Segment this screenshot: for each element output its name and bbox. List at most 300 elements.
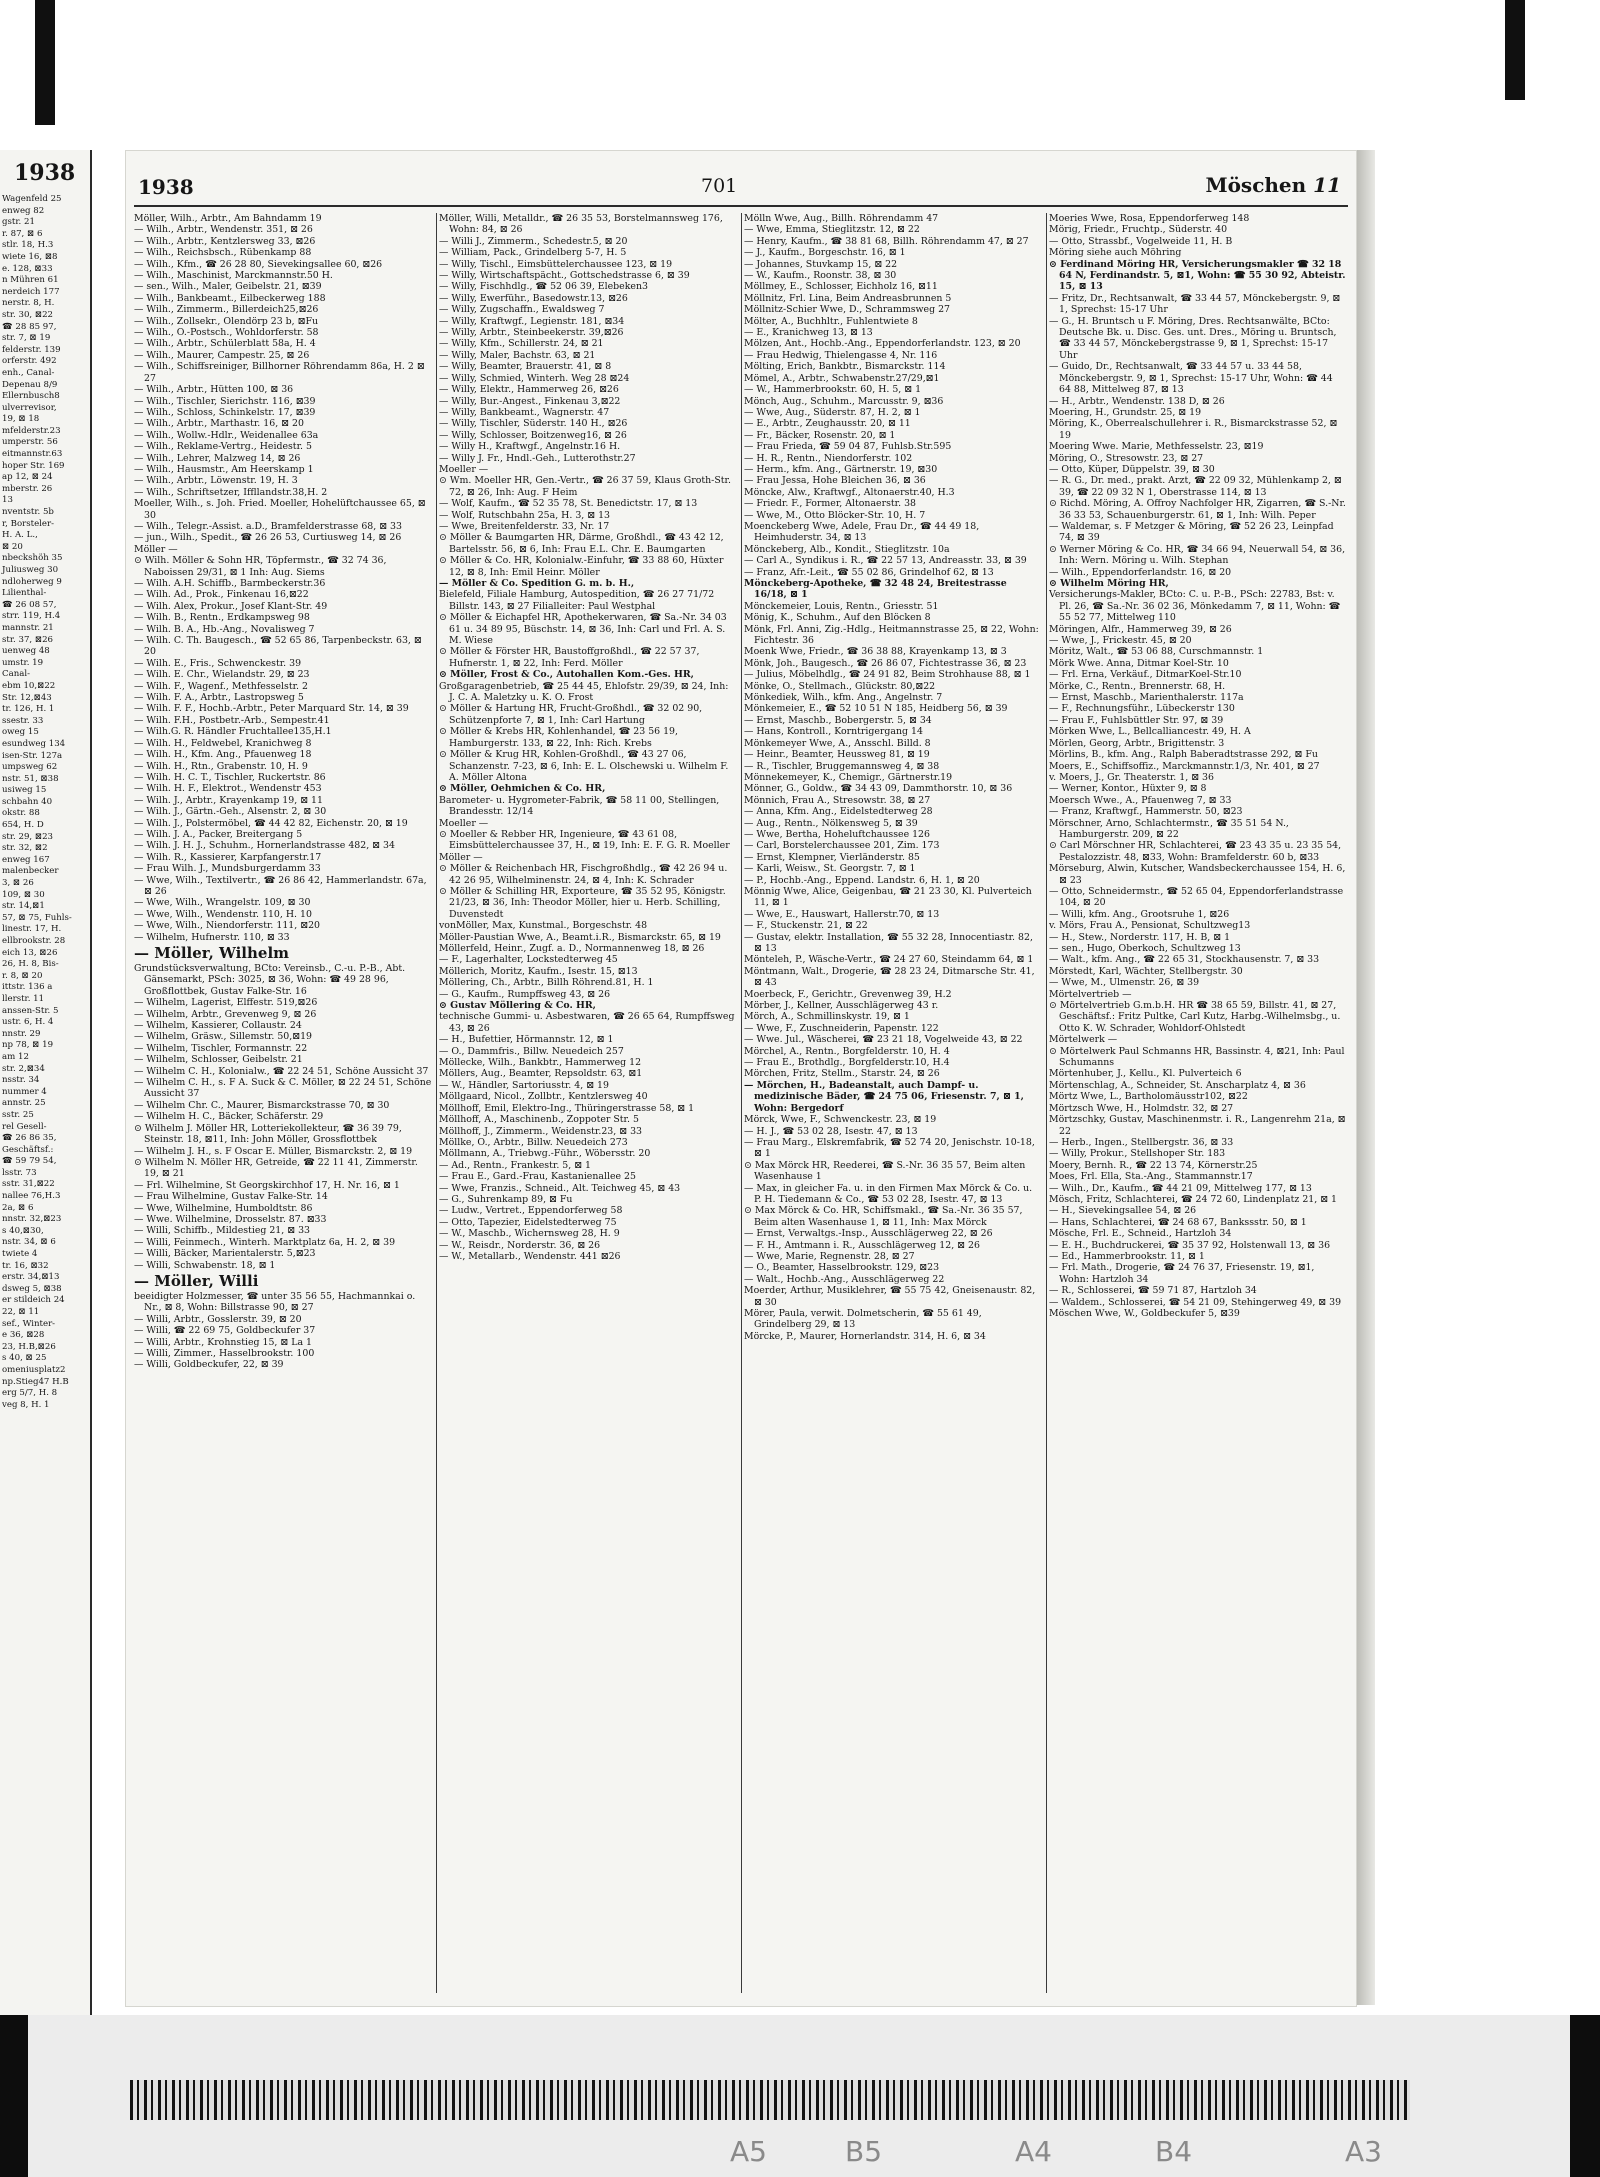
directory-entry: — Johannes, Stuvkamp 15, ⊠ 22 [744, 258, 898, 270]
directory-entry: Moering Wwe. Marie, Methfesselstr. 23, ⊠19 [1049, 441, 1264, 453]
directory-entry: Möller, Wilh., Arbtr., Am Bahndamm 19 [134, 213, 322, 224]
directory-entry: — Frau E., Gard.-Frau, Kastanienallee 25 [439, 1171, 636, 1183]
previous-page-line: tr. 126, H. 1 [2, 704, 55, 715]
previous-page-line: umpsweg 62 [2, 762, 58, 773]
column-divider [1046, 213, 1047, 1993]
directory-entry: — Wilh. H. C. T., Tischler, Ruckertstr. 86 [134, 771, 326, 783]
directory-entry: — R., Tischler, Bruggemannsweg 4, ⊠ 38 [744, 760, 940, 772]
directory-entry: — O., Beamter, Hasselbrookstr. 129, ⊠23 [744, 1262, 940, 1274]
previous-page-line: ☎ 26 86 35, [2, 1133, 57, 1144]
previous-page-line: nummer 4 [2, 1086, 47, 1097]
directory-entry: — Wilh., Hausmstr., Am Heerskamp 1 [134, 463, 314, 475]
directory-entry: — Wilhelm, Tischler, Formannstr. 22 [134, 1042, 308, 1054]
film-size-label: A5 [730, 2135, 767, 2168]
directory-column-3 [744, 213, 1042, 1993]
previous-page-line: str. 37, ⊠26 [2, 634, 54, 645]
directory-entry: ⊙ Möller & Hartung HR, Frucht-Großhdl., ☎ 32 02 90, Schützenpforte 7, ⊠ 1, Inh: Carl Hartung [439, 703, 703, 726]
directory-entry: Moenckeberg Wwe, Adele, Frau Dr., ☎ 44 49 18, Heimhuderstr. 34, ⊠ 13 [744, 520, 980, 544]
directory-entry: — Julius, Möbelhdlg., ☎ 24 91 82, Beim Strohhause 88, ⊠ 1 [744, 669, 1031, 681]
film-barcode [130, 2080, 1410, 2120]
directory-entry: — Willy, Kfm., Schillerstr. 24, ⊠ 21 [439, 338, 604, 350]
directory-entry: Moeller — [439, 463, 489, 475]
previous-page-line: omeniusplatz2 [2, 1364, 66, 1375]
directory-entry: — Anna, Kfm. Ang., Eidelstedterweg 28 [744, 806, 933, 818]
directory-entry: — Herm., kfm. Ang., Gärtnerstr. 19, ⊠30 [744, 463, 938, 475]
directory-entry: — Wilhelm H. C., Bäcker, Schäferstr. 29 [134, 1111, 324, 1123]
directory-entry: — Ernst, Verwaltgs.-Insp., Ausschlägerweg 22, ⊠ 26 [744, 1228, 993, 1240]
previous-page-line: mfelderstr.23 [2, 425, 61, 436]
directory-entry: — Walt., kfm. Ang., ☎ 22 65 31, Stockhausenstr. 7, ⊠ 33 [1049, 954, 1320, 966]
directory-entry: — Fritz, Dr., Rechtsanwalt, ☎ 33 44 57, Mönckebergstr. 9, ⊠ 1, Sprechst: 15-17 Uhr [1049, 292, 1341, 316]
directory-entry: — Frl. Wilhelmine, St Georgskirchhof 17, H. Nr. 16, ⊠ 1 [134, 1179, 400, 1191]
directory-entry: vonMöller, Max, Kunstmal., Borgeschstr. 48 [439, 920, 648, 932]
directory-entry: — Henry, Kaufm., ☎ 38 81 68, Billh. Röhrendamm 47, ⊠ 27 [744, 235, 1029, 247]
directory-entry: — Wilh.G. R. Händler Fruchtallee135,H.1 [134, 726, 332, 738]
directory-entry: Möllgaard, Nicol., Zollbtr., Kentzlersweg 40 [439, 1091, 648, 1103]
heading-entry: — Möller, Wilhelm [134, 944, 290, 962]
directory-entry: — Wilhelm J. H., s. F Oscar E. Müller, Bismarckstr. 2, ⊠ 19 [134, 1145, 413, 1157]
directory-entry: — Carl A., Syndikus i. R., ☎ 22 57 13, Andreasstr. 33, ⊠ 39 [744, 555, 1027, 567]
directory-entry: Bielefeld, Filiale Hamburg, Autospedition, ☎ 26 27 71/72 Billstr. 143, ⊠ 27 Filialleiter: Paul Westphal [439, 589, 715, 612]
directory-entry: — Willy, Tischler, Süderstr. 140 H., ⊠26 [439, 418, 628, 430]
directory-entry: Mörch, A., Schmillinskystr. 19, ⊠ 1 [744, 1011, 910, 1023]
directory-entry: — W., Metallarb., Wendenstr. 441 ⊠26 [439, 1250, 621, 1262]
directory-entry: Mönch, Aug., Schuhm., Marcusstr. 9, ⊠36 [744, 395, 944, 407]
film-bar [0, 2015, 28, 2177]
previous-page-line: mberstr. 26 [2, 483, 53, 494]
directory-entry: Möritz, Walt., ☎ 53 06 88, Curschmannstr. 1 [1049, 646, 1264, 658]
directory-entry: — Wilh., Zimmerm., Billerdeich25,⊠26 [134, 304, 319, 316]
previous-page-line: nbeckshöh 35 [2, 553, 63, 564]
directory-entry: Mölter, A., Buchhltr., Fuhlentwiete 8 [744, 315, 918, 327]
directory-entry: — Wilhelm, Lagerist, Elffestr. 519,⊠26 [134, 997, 318, 1009]
directory-entry: — Wilh., Tischler, Sierichstr. 116, ⊠39 [134, 395, 316, 407]
previous-page-line: 22, ⊠ 11 [2, 1307, 40, 1317]
directory-entry: — Ernst, Maschb., Bobergerstr. 5, ⊠ 34 [744, 714, 932, 726]
directory-entry: Möring, O., Stresowstr. 23, ⊠ 27 [1049, 452, 1204, 464]
previous-page-line: 109, ⊠ 30 [2, 889, 45, 900]
previous-page-line: Canal- [2, 669, 31, 680]
directory-entry: ⊙ Wm. Moeller HR, Gen.-Vertr., ☎ 26 37 59, Klaus Groth-Str. 72, ⊠ 26, Inh: Aug. F Heim [439, 475, 731, 498]
directory-entry: — F. H., Amtmann i. R., Ausschlägerweg 12, ⊠ 26 [744, 1239, 980, 1251]
previous-page-line: felderstr. 139 [2, 344, 61, 355]
directory-entry: — Wilh. C. Th. Baugesch., ☎ 52 65 86, Tarpenbeckstr. 63, ⊠ 20 [134, 635, 422, 658]
directory-entry: Mörcke, P., Maurer, Hornerlandstr. 314, H. 6, ⊠ 34 [744, 1330, 986, 1342]
directory-entry: — Hans, Kontroll., Korntrigergang 14 [744, 726, 923, 738]
previous-page-line: 26, H. 8, Bis- [2, 959, 59, 970]
previous-page-line: am 12 [2, 1051, 29, 1062]
previous-page-line: s 40,⊠30, [2, 1225, 44, 1236]
directory-entry: — Wilh. J., Polstermöbel, ☎ 44 42 82, Eichenstr. 20, ⊠ 19 [134, 817, 408, 829]
directory-entry: Großgaragenbetrieb, ☎ 25 44 45, Ehlofstr. 29/39, ⊠ 24, Inh: J. C. A. Maletzky u. K. O. Frost [439, 680, 729, 704]
previous-page-line: eich 13, ⊠26 [2, 947, 58, 958]
page-year: 1938 [138, 175, 194, 199]
directory-entry: — Willy H., Kraftwgf., Angelnstr.16 H. [439, 441, 621, 453]
directory-entry: ⊙ Ferdinand Möring HR, Versicherungsmakler ☎ 32 18 64 N, Ferdinandstr. 5, ⊠1, Wohn: ☎ 55 30 92, Abteistr. 15, ⊠ 13 [1049, 258, 1346, 293]
previous-page-line: erstr. 34,⊠13 [2, 1272, 60, 1283]
directory-entry: Möring siehe auch Möhring [1049, 247, 1182, 259]
directory-entry: ⊙ Wilhelm N. Möller HR, Getreide, ☎ 22 11 41, Zimmerstr. 19, ⊠ 21 [134, 1156, 418, 1180]
previous-page-line: np.Stieg47 H.B [2, 1376, 69, 1387]
directory-entry: — Willi, Schwabenstr. 18, ⊠ 1 [134, 1259, 276, 1271]
directory-entry: Mörtzsch Wwe, H., Holmdstr. 32, ⊠ 27 [1049, 1102, 1234, 1114]
previous-page-line: esundweg 134 [2, 738, 66, 749]
directory-entry: — Willy, Wirtschaftspächt., Gottschedstrasse 6, ⊠ 39 [439, 270, 690, 282]
directory-entry: — Gustav, elektr. Installation, ☎ 55 32 28, Innocentiastr. 82, ⊠ 13 [744, 931, 1033, 954]
directory-entry: Moerder, Arthur, Musiklehrer, ☎ 55 75 42, Gneisenaustr. 82, ⊠ 30 [744, 1285, 1036, 1308]
directory-entry: Möllnitz-Schier Wwe, D., Schrammsweg 27 [744, 304, 951, 316]
previous-page-line: annstr. 25 [2, 1098, 46, 1109]
directory-entry: — Willi J., Zimmerm., Schedestr.5, ⊠ 20 [439, 235, 628, 247]
directory-entry: — Wilh., Wollw.-Hdlr., Weidenallee 63a [134, 429, 319, 441]
directory-entry: — Wwe. Wilhelmine, Drosselstr. 87. ⊠33 [134, 1213, 327, 1225]
directory-entry: Mörlins, B., kfm. Ang., Ralph Baberadtstrasse 292, ⊠ Fu [1049, 749, 1318, 761]
directory-entry: — Wilh. A.H. Schiffb., Barmbeckerstr.36 [134, 578, 326, 589]
directory-entry: — H. R., Rentn., Niendorferstr. 102 [744, 452, 913, 464]
directory-entry: Möringen, Alfr., Hammerweg 39, ⊠ 26 [1049, 623, 1232, 635]
directory-entry: — Wilh., Maurer, Campestr. 25, ⊠ 26 [134, 349, 310, 361]
directory-entry: — H., Arbtr., Wendenstr. 138 D, ⊠ 26 [1049, 395, 1225, 407]
directory-entry: — Walt., Hochb.-Ang., Ausschlägerweg 22 [744, 1273, 945, 1285]
directory-entry: — Willi, Feinmech., Winterh. Marktplatz 6a, H. 2, ⊠ 39 [134, 1236, 396, 1248]
directory-entry: ⊙ Werner Möring & Co. HR, ☎ 34 66 94, Neuerwall 54, ⊠ 36, Inh: Wern. Möring u. Wilh. Stephan [1049, 543, 1346, 567]
directory-entry: — Max, in gleicher Fa. u. in den Firmen Max Mörck & Co. u. P. H. Tiedemann & Co., ☎ 53 02 28, Isestr. 47, ⊠ 13 [744, 1182, 1033, 1205]
directory-entry: — Wilhelm, Kassierer, Collaustr. 24 [134, 1020, 302, 1032]
directory-entry: — H., Sievekingsallee 54, ⊠ 26 [1049, 1205, 1197, 1217]
directory-entry: — Wwe, J., Frickestr. 45, ⊠ 20 [1049, 635, 1192, 647]
column-divider [436, 213, 437, 1993]
directory-entry: — G., Suhrenkamp 89, ⊠ Fu [439, 1193, 573, 1205]
directory-entry: — Willi, kfm. Ang., Grootsruhe 1, ⊠26 [1049, 908, 1230, 920]
directory-entry: — Waldem., Schlosserei, ☎ 54 21 09, Stehingerweg 49, ⊠ 39 [1049, 1296, 1342, 1308]
directory-entry: Möllers, Aug., Beamter, Repsoldstr. 63, ⊠1 [439, 1068, 643, 1080]
directory-entry: — Frau E., Brothdlg., Borgfelderstr.10, H.4 [744, 1057, 950, 1069]
previous-page-line: s 40, ⊠ 25 [2, 1353, 47, 1364]
page-number: 701 [701, 175, 738, 197]
directory-entry: Mörchel, A., Rentn., Borgfelderstr. 10, H. 4 [744, 1045, 950, 1057]
previous-page-line: str. 14,⊠1 [2, 901, 45, 912]
directory-entry: — Frau Marg., Elskremfabrik, ☎ 52 74 20, Jenischstr. 10-18, ⊠ 1 [744, 1136, 1035, 1160]
directory-entry: Versicherungs-Makler, BCto: C. u. P.-B., PSch: 22783, Bst: v. Pl. 26, ☎ Sa.-Nr. 36 02 36, Mönkedamm 7, ⊠ 11, Wohn: ☎ 55 52 77, Mittelweg 110 [1049, 589, 1341, 624]
directory-entry: — Otto, Strassbf., Vogelweide 11, H. B [1049, 235, 1233, 247]
previous-page-line: ulverrevisor, [2, 402, 57, 413]
previous-page-line: enweg 82 [2, 205, 45, 216]
previous-page-line: stlr. 18, H.3 [2, 240, 54, 251]
previous-page-line: str. 2,⊠34 [2, 1063, 45, 1074]
directory-entry: Mösche, Frl. E., Schneid., Hartzloh 34 [1049, 1228, 1232, 1240]
directory-entry: ⊙ Mörtelvertrieb G.m.b.H. HR ☎ 38 65 59, Billstr. 41, ⊠ 27, Geschäftsf.: Fritz Pultke, Carl Kutz, Harbg.-Wilhelmsbg., u. Otto K. W. Schrader, Wohldorf-Ohlstedt [1049, 1000, 1341, 1034]
directory-entry: Möring, K., Oberrealschullehrer i. R., Bismarckstrasse 52, ⊠ 19 [1049, 418, 1338, 441]
directory-entry: Möller-Paustian Wwe, A., Beamt.i.R., Bismarckstr. 65, ⊠ 19 [439, 931, 721, 943]
directory-entry: Mönteleh, P., Wäsche-Vertr., ☎ 24 27 60, Steindamm 64, ⊠ 1 [744, 954, 1034, 966]
previous-page-line: dsweg 5, ⊠38 [2, 1283, 62, 1294]
directory-entry: — Wwe, Wilh., Niendorferstr. 111, ⊠20 [134, 920, 321, 932]
directory-entry: ⊙ Möller & Co. HR, Kolonialw.-Einfuhr, ☎ 33 88 60, Hüxter 12, ⊠ 8, Inh: Emil Heinr. Möller [439, 555, 724, 578]
directory-entry: Mörtzschky, Gustav, Maschinenmstr. i. R., Langenrehm 21a, ⊠ 22 [1049, 1114, 1346, 1137]
directory-entry: Möller, Willi, Metalldr., ☎ 26 35 53, Borstelmannsweg 176, Wohn: 84, ⊠ 26 [439, 213, 723, 236]
previous-page-line: twiete 4 [2, 1249, 38, 1260]
directory-entry: — R. G., Dr. med., prakt. Arzt, ☎ 22 09 32, Mühlenkamp 2, ⊠ 39, ☎ 22 09 32 N 1, Oberstrasse 114, ⊠ 13 [1049, 475, 1342, 498]
directory-entry: Mörck, Wwe, F., Schwenckestr. 23, ⊠ 19 [744, 1114, 937, 1126]
previous-page-line: ☎ 26 08 57, [2, 599, 57, 610]
directory-entry: Möllerich, Moritz, Kaufm., Isestr. 15, ⊠13 [439, 965, 638, 977]
directory-entry: — Willy, Kraftwgf., Legienstr. 181, ⊠34 [439, 315, 625, 327]
previous-page-line: Depenau 8/9 [2, 379, 58, 390]
directory-entry: — Wilh., Arbtr., Löwenstr. 19, H. 3 [134, 475, 298, 487]
previous-page-line: malenbecker [2, 866, 59, 877]
directory-entry: — Wilh. B. A., Hb.-Ang., Novalisweg 7 [134, 623, 315, 635]
directory-entry: Mörlen, Georg, Arbtr., Brigittenstr. 3 [1049, 737, 1225, 749]
directory-entry: — Wilh. J. H. J., Schuhm., Hornerlandstrasse 482, ⊠ 34 [134, 840, 395, 852]
directory-entry: Möllecke, Wilh., Bankbtr., Hammerweg 12 [439, 1057, 642, 1069]
previous-page-line: str. 30, ⊠22 [2, 309, 54, 320]
directory-entry: — H. J., ☎ 53 02 28, Isestr. 47, ⊠ 13 [744, 1125, 918, 1137]
directory-entry: Möllmann, A., Triebwg.-Führ., Wöbersstr. 20 [439, 1148, 651, 1160]
directory-entry: Mörig, Friedr., Fruchtp., Süderstr. 40 [1049, 224, 1228, 236]
previous-page-line: r. 8, ⊠ 20 [2, 970, 43, 981]
directory-entry: — Willi, Goldbeckufer, 22, ⊠ 39 [134, 1359, 284, 1371]
directory-entry: — Fr., Bäcker, Rosenstr. 20, ⊠ 1 [744, 429, 896, 441]
directory-entry: — Wilh., Dr., Kaufm., ☎ 44 21 09, Mittelweg 177, ⊠ 13 [1049, 1182, 1312, 1194]
directory-entry: Mörseburg, Alwin, Kutscher, Wandsbeckerchaussee 154, H. 6, ⊠ 23 [1049, 863, 1346, 886]
directory-entry: Moeries Wwe, Rosa, Eppendorferweg 148 [1049, 213, 1250, 224]
directory-entry: Möllerfeld, Heinr., Zugf. a. D., Normannenweg 18, ⊠ 26 [439, 943, 705, 954]
directory-entry: — Otto, Tapezier, Eidelstedterweg 75 [439, 1216, 617, 1228]
directory-entry: — Wilhelm, Arbtr., Grevenweg 9, ⊠ 26 [134, 1008, 317, 1020]
previous-page-line: ellbrookstr. 28 [2, 936, 66, 946]
previous-page-line: nstr. 34, ⊠ 6 [2, 1237, 56, 1248]
directory-entry: Mömel, A., Arbtr., Schwabenstr.27/29,⊠1 [744, 372, 940, 384]
directory-entry: — Wilh., Kfm., ☎ 26 28 80, Sievekingsallee 60, ⊠26 [134, 258, 383, 270]
directory-entry: — Wilh., Arbtr., Hütten 100, ⊠ 36 [134, 384, 294, 396]
directory-entry: — Friedr. F., Former, Altonaerstr. 38 [744, 498, 917, 510]
previous-page-line: nnstr. 29 [2, 1028, 41, 1039]
previous-page-line: wiete 16, ⊠8 [2, 251, 58, 262]
previous-page-line: isen-Str. 127a [2, 750, 63, 761]
directory-entry: Möllmey, E., Schlosser, Eichholz 16, ⊠11 [744, 281, 938, 293]
directory-entry: — R., Schlosserei, ☎ 59 71 87, Hartzloh 34 [1049, 1285, 1257, 1297]
directory-entry: beeidigter Holzmesser, ☎ unter 35 56 55, Hachmannkai o. Nr., ⊠ 8, Wohn: Billstrasse 90, ⊠ 27 [134, 1290, 416, 1314]
directory-entry: — Wwe, Emma, Stieglitzstr. 12, ⊠ 22 [744, 224, 920, 236]
previous-page-line: Juliusweg 30 [2, 565, 59, 575]
previous-page-year: 1938 [14, 160, 76, 186]
directory-entry: — Wilh. F., Wagenf., Methfesselstr. 2 [134, 680, 308, 692]
film-size-label: A3 [1345, 2135, 1382, 2168]
directory-entry: Möller — [134, 543, 178, 555]
previous-page-line: eitmannstr.63 [2, 449, 63, 460]
directory-entry: — Willi, Zimmer., Hasselbrookstr. 100 [134, 1348, 315, 1359]
previous-page-line: ☎ 28 85 97, [2, 321, 57, 332]
directory-entry: — Wilh. H., Kfm. Ang., Pfauenweg 18 [134, 749, 312, 761]
previous-page-line: uenweg 48 [2, 646, 50, 657]
directory-entry: — Willi, Bäcker, Marientalerstr. 5,⊠23 [134, 1248, 316, 1260]
previous-page-line: nerdeich 177 [2, 286, 60, 297]
directory-entry: — Wilh. B., Rentn., Erdkampsweg 98 [134, 612, 310, 624]
directory-entry: — Wilh. J., Arbtr., Krayenkamp 19, ⊠ 11 [134, 794, 323, 806]
directory-entry: Mörtelvertrieb — [1049, 988, 1132, 1000]
directory-entry: — Willy, Tischl., Eimsbüttelerchaussee 123, ⊠ 19 [439, 258, 673, 270]
directory-entry: ⊙ Richd. Möring, A. Offroy Nachfolger HR, Zigarren, ☎ S.-Nr. 36 33 53, Schauenburgerstr. 61, ⊠ 1, Inh: Wilh. Peper [1049, 498, 1346, 521]
directory-entry: — Wilh., Schiffsreiniger, Billhorner Röhrendamm 86a, H. 2 ⊠ 27 [134, 361, 425, 384]
previous-page-line: n Mühren 61 [2, 275, 59, 286]
directory-entry: — G., H. Bruntsch u F. Möring, Dres. Rechtsanwälte, BCto: Deutsche Bk. u. Disc. Ges. unt. Dres., Möring u. Bruntsch, ☎ 33 44 57, Mönckebergstrasse 9, ⊠ 1, Sprechst: 15-17 Uhr [1049, 315, 1337, 361]
previous-page-line: nallee 76,H.3 [2, 1191, 61, 1202]
directory-entry: — Wwe, Wilh., Wendenstr. 110, H. 10 [134, 908, 312, 920]
previous-page-line: ☎ 59 79 54, [2, 1156, 57, 1167]
previous-page-line: lsstr. 73 [2, 1167, 37, 1178]
directory-page [125, 150, 1357, 2007]
running-title-word: Möschen [1205, 173, 1307, 197]
header-rule [134, 205, 1348, 207]
directory-column-1 [134, 213, 432, 1993]
previous-page-line: schbahn 40 [2, 796, 53, 807]
directory-entry: — Wilh., Reichsbsch., Rübenkamp 88 [134, 247, 312, 259]
previous-page-line: Ellernbusch8 [2, 391, 60, 402]
previous-page-line: r. 87, ⊠ 6 [2, 228, 43, 239]
directory-entry: Möller — [439, 851, 483, 863]
directory-entry: — Wwe, Wilh., Textilvertr., ☎ 26 86 42, Hammerlandstr. 67a, ⊠ 26 [134, 874, 427, 897]
previous-page-line: enweg 167 [2, 854, 50, 865]
previous-page-line: nstr. 51, ⊠38 [2, 773, 59, 784]
directory-entry: — Wilh., Zollsekr., Olendörp 23 b, ⊠Fu [134, 315, 319, 327]
directory-entry: — E., Kranichweg 13, ⊠ 13 [744, 327, 873, 339]
previous-page-line: sstr. 31,⊠22 [2, 1179, 55, 1190]
directory-columns [134, 213, 1350, 1993]
previous-page-line: er stildeich 24 [2, 1295, 65, 1306]
directory-entry: — Willy, Maler, Bachstr. 63, ⊠ 21 [439, 349, 596, 361]
column-divider [741, 213, 742, 1993]
previous-page-line: tr. 16, ⊠32 [2, 1260, 49, 1271]
previous-page-line: linestr. 17, H. [2, 924, 62, 935]
directory-entry: — Frau Jessa, Hohe Bleichen 36, ⊠ 36 [744, 475, 926, 487]
directory-entry: — Frl. Erna, Verkäuf., DitmarKoel-Str.10 [1049, 669, 1242, 681]
directory-entry: — F., Lagerhalter, Lockstedterweg 45 [439, 954, 618, 966]
directory-entry: — Ed., Hammerbrookstr. 11, ⊠ 1 [1049, 1250, 1205, 1262]
directory-entry: technische Gummi- u. Asbestwaren, ☎ 26 65 64, Rumpffsweg 43, ⊠ 26 [439, 1011, 735, 1034]
directory-entry: — Willy, Bur.-Angest., Finkenau 3,⊠22 [439, 395, 621, 407]
previous-page-line: Lilienthal- [2, 588, 47, 599]
previous-page-line: umperstr. 56 [2, 437, 58, 448]
directory-entry: — Wilh. F.H., Postbetr.-Arb., Sempestr.41 [134, 714, 330, 726]
directory-entry: — Wilh. J. A., Packer, Breitergang 5 [134, 828, 303, 840]
directory-entry: — P., Hochb.-Ang., Eppend. Landstr. 6, H. 1, ⊠ 20 [744, 874, 980, 886]
directory-entry: ⊙ Möller & Krug HR, Kohlen-Großhdl., ☎ 43 27 06, Schanzenstr. 7-23, ⊠ 6, Inh: E. L. Olschewski u. Wilhelm F. A. Möller Altona [439, 749, 729, 783]
directory-entry: — Willy, Schmied, Winterh. Weg 28 ⊠24 [439, 372, 630, 384]
directory-entry: — Wilh. R., Kassierer, Karpfangerstr.17 [134, 851, 322, 863]
directory-entry: Mönckeberg, Alb., Kondit., Stieglitzstr. 10a [744, 543, 950, 555]
film-edge-top-left [35, 0, 55, 125]
film-size-label: A4 [1015, 2135, 1052, 2168]
directory-entry: — sen., Hugo, Oberkoch, Schultzweg 13 [1049, 943, 1241, 954]
directory-entry: — Wilh., Eppendorferlandstr. 16, ⊠ 20 [1049, 566, 1232, 578]
previous-page-line: enh., Canal- [2, 367, 55, 378]
previous-page-line: str. 32, ⊠2 [2, 843, 48, 854]
directory-entry: ⊙ Wilhelm Möring HR, [1049, 578, 1169, 589]
directory-entry: ⊙ Möller & Reichenbach HR, Fischgroßhdlg., ☎ 42 26 94 u. 42 26 95, Wilhelminenstr. 24, ⊠ 4, Inh: K. Schrader [439, 863, 728, 886]
film-bar [1570, 2015, 1600, 2177]
directory-entry: Möllhoff, J., Zimmerm., Weidenstr.23, ⊠ 33 [439, 1125, 642, 1137]
directory-entry: — Willy, Elektr., Hammerweg 26, ⊠26 [439, 384, 619, 396]
directory-entry: — Wilh. H. F., Elektrot., Wendenstr 453 [134, 783, 322, 795]
directory-entry: — O., Dammfris., Billw. Neuedeich 257 [439, 1045, 624, 1057]
directory-entry: Moersch Wwe., A., Pfauenweg 7, ⊠ 33 [1049, 794, 1232, 806]
directory-entry: Mönckeberg-Apotheke, ☎ 32 48 24, Breitestrasse 16/18, ⊠ 1 [744, 578, 1007, 601]
directory-entry: ⊙ Möller & Schilling HR, Exporteure, ☎ 35 52 95, Königstr. 21/23, ⊠ 36, Inh: Theodor Möller, hier u. Herb. Schilling, Duvenstedt [439, 885, 726, 920]
directory-entry: — Willy, Ewerführ., Basedowstr.13, ⊠26 [439, 292, 628, 304]
directory-entry: Moes, Frl. Ella, Sta.-Ang., Stammannstr.17 [1049, 1171, 1253, 1183]
previous-page-line: okstr. 88 [2, 808, 40, 819]
directory-entry: — Wilh., Arbtr., Schülerblatt 58a, H. 4 [134, 338, 316, 350]
directory-entry: — Wwe, Bertha, Hoheluftchaussee 126 [744, 828, 930, 840]
directory-entry: — Willy J. Fr., Hndl.-Geh., Lutterothstr.27 [439, 452, 636, 464]
directory-entry: — Ludw., Vertret., Eppendorferweg 58 [439, 1205, 623, 1217]
directory-entry: — Karli, Weisw., St. Georgstr. 7, ⊠ 1 [744, 863, 916, 875]
directory-entry: — Frl. Math., Drogerie, ☎ 24 76 37, Friesenstr. 19, ⊠1, Wohn: Hartzloh 34 [1049, 1262, 1315, 1285]
previous-page-line: llerstr. 11 [2, 993, 45, 1004]
directory-entry: — G., Kaufm., Rumpffsweg 43, ⊠ 26 [439, 988, 611, 1000]
directory-entry: — Wwe, Franzis., Schneid., Alt. Teichweg 45, ⊠ 43 [439, 1182, 681, 1194]
directory-entry: Mönckemeier, Louis, Rentn., Griesstr. 51 [744, 600, 939, 612]
directory-entry: — Wilh., Telegr.-Assist. a.D., Bramfelderstrasse 68, ⊠ 33 [134, 520, 402, 532]
previous-page-line: ndloherweg 9 [2, 576, 62, 587]
directory-entry: — Wwe, Marie, Regnenstr. 28, ⊠ 27 [744, 1250, 915, 1262]
film-size-label: B4 [1155, 2135, 1193, 2168]
directory-entry: Barometer- u. Hygrometer-Fabrik, ☎ 58 11 00, Stellingen, Brandesstr. 12/14 [439, 794, 720, 818]
directory-entry: Mönnekemeyer, K., Chemigr., Gärtnerstr.19 [744, 771, 953, 783]
directory-column-4 [1049, 213, 1347, 1993]
directory-entry: ⊙ Wilhelm J. Möller HR, Lotteriekollekteur, ☎ 36 39 79, Steinstr. 18, ⊠11, Inh: John Möller, Grossflottbek [134, 1122, 402, 1146]
directory-entry: Mörstedt, Karl, Wächter, Stellbergstr. 30 [1049, 965, 1243, 977]
directory-entry: — Wwe, F., Zuschneiderin, Papenstr. 122 [744, 1022, 939, 1034]
directory-entry: Mönnich, Frau A., Stresowstr. 38, ⊠ 27 [744, 794, 931, 806]
directory-entry: — Wilhelm, Schlosser, Geibelstr. 21 [134, 1054, 303, 1066]
directory-entry: — J., Kaufm., Borgeschstr. 16, ⊠ 1 [744, 247, 906, 259]
previous-page-line: anssen-Str. 5 [2, 1005, 59, 1016]
directory-entry: — W., Händler, Sartoriusstr. 4, ⊠ 19 [439, 1079, 609, 1091]
previous-page-line: ebm 10,⊠22 [2, 680, 56, 691]
directory-entry: Möncke, Alw., Kraftwgf., Altonaerstr.40, H.3 [744, 486, 955, 498]
directory-entry: Moeller — [439, 817, 489, 829]
directory-entry: Mönig, K., Schuhm., Auf den Blöcken 8 [744, 612, 931, 624]
directory-entry: ⊙ Wilh. Möller & Sohn HR, Töpfermstr., ☎ 32 74 36, Naboissen 29/31, ⊠ 1 Inh: Aug. Siems [134, 555, 387, 578]
previous-page-line: sef., Winter- [2, 1318, 56, 1329]
directory-entry: — Willy, Fischhdlg., ☎ 52 06 39, Elebeken3 [439, 281, 648, 293]
directory-entry: — Willi, Arbtr., Gosslerstr. 39, ⊠ 20 [134, 1313, 302, 1325]
directory-entry: — Ernst, Maschb., Marienthalerstr. 117a [1049, 692, 1244, 704]
directory-entry: — Wilh., Schriftsetzer, Iffllandstr.38,H. 2 [134, 486, 328, 498]
previous-page-line: Str. 12,⊠43 [2, 692, 52, 703]
directory-entry: — Wwe, Wilh., Wrangelstr. 109, ⊠ 30 [134, 897, 311, 909]
previous-page-line: 57, ⊠ 75, Fuhls- [2, 912, 72, 923]
directory-entry: — Wilh. Ad., Prok., Finkenau 16,⊠22 [134, 589, 309, 601]
previous-page-line: hoper Str. 169 [2, 460, 65, 471]
previous-page-line: Geschäftsf.: [2, 1144, 54, 1155]
directory-entry: Möllke, O., Arbtr., Billw. Neuedeich 273 [439, 1136, 628, 1148]
directory-entry: — Wilh. Alex, Prokur., Josef Klant-Str. 49 [134, 600, 328, 612]
directory-entry: — Aug., Rentn., Nölkensweg 5, ⊠ 39 [744, 817, 918, 829]
directory-entry: — Wilh., Arbtr., Wendenstr. 351, ⊠ 26 [134, 224, 313, 236]
directory-entry: Mörschner, Arno, Schlachtermstr., ☎ 35 51 54 N., Hamburgerstr. 209, ⊠ 22 [1049, 817, 1289, 840]
directory-entry: — Frau Wilhelmine, Gustav Falke-Str. 14 [134, 1191, 328, 1203]
directory-entry: — Wilhelm, Gräsw., Sillemstr. 50,⊠19 [134, 1031, 313, 1043]
directory-entry: — Willy, Beamter, Brauerstr. 41, ⊠ 8 [439, 361, 612, 373]
directory-entry: Mönkemeyer Wwe, A., Ansschl. Billd. 8 [744, 737, 931, 749]
directory-entry: Mönk, Frl. Anni, Zig.-Hdlg., Heitmannstrasse 25, ⊠ 22, Wohn: Fichtestr. 36 [744, 623, 1039, 647]
directory-entry: — Frau Hedwig, Thielengasse 4, Nr. 116 [744, 349, 938, 361]
directory-entry: — Wilhelm Chr. C., Maurer, Bismarckstrasse 70, ⊠ 30 [134, 1099, 390, 1111]
previous-page-line: gstr. 21 [2, 217, 35, 228]
directory-entry: Möllhoff, A., Maschinenb., Zoppoter Str. 5 [439, 1114, 639, 1126]
